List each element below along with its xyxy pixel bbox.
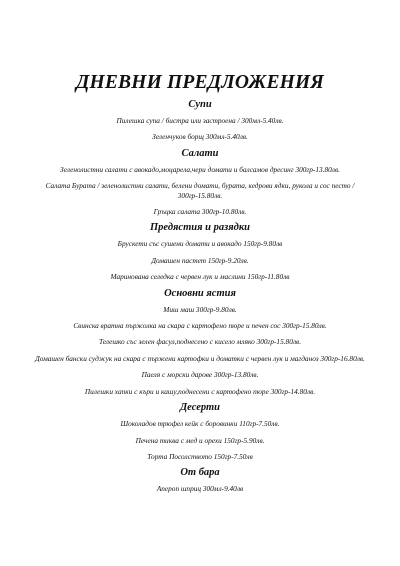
menu-item: Паеля с морски дарове 300гр-13.80лв.	[141, 370, 259, 380]
menu-item: Брускети със сушени домати и авокадо 150гр-9.80лв	[117, 239, 283, 249]
section-bar	[0, 466, 400, 493]
menu-item: Домашен пастет 150гр-9.20лв.	[151, 255, 249, 265]
menu-item: Пилешка супа / бистра или застроена / 300мл-5.40лв.	[116, 116, 284, 125]
menu-item: Зеленолистни салати с авокадо,моцарела,чери домати и балсамов дресинг 300гр-13.80лв.	[60, 164, 340, 174]
section-desserts	[0, 401, 400, 461]
menu-item: Шоколадов трюфел кейк с боровинки 110гр-7.50лв.	[120, 419, 280, 429]
daily-menu	[0, 72, 400, 499]
page-title: ДНЕВНИ ПРЕДЛОЖЕНИЯ	[75, 72, 325, 93]
menu-item: Домашен бански суджук на скара с пържени картофки и доматки с червен лук и магданоз 300гр-16.80лв.	[35, 353, 365, 363]
section-heading: Основни ястия	[164, 287, 236, 299]
menu-item: Апероп шприц 300мл-9.40лв	[156, 484, 244, 494]
section-starters	[0, 221, 400, 281]
section-heading: От бара	[180, 467, 220, 479]
section-heading: Предястия и разядки	[150, 222, 250, 234]
section-heading: Десерти	[180, 402, 220, 414]
section-heading: Супи	[188, 99, 212, 110]
menu-item: Маринована селедка с червен лук и маслини 150гр-11.80лв	[110, 272, 290, 282]
menu-item: Салата Бурата / зеленолистни салати, белени домати, бурата, кедрови ядки, рукола и сос песто / 300гр-15.80лв.	[45, 181, 355, 200]
menu-item: Свинска вратна пържолка на скара с картофено пюре и печен сос 300гр-15.80лв.	[73, 321, 327, 331]
menu-item: Печена тиква с мед и орехи 150гр-5.90лв.	[135, 435, 265, 445]
section-salads	[0, 147, 400, 217]
menu-item: Телешко със зелен фасул,поднесено с кисело мляко 300гр-15.80лв.	[98, 337, 302, 347]
menu-item: Зеленчуков борщ 300мл-5.40лв.	[152, 132, 248, 142]
section-heading: Салати	[181, 147, 219, 159]
menu-item: Гръцка салата 300гр-10.80лв.	[153, 207, 247, 217]
section-soups	[0, 98, 400, 142]
section-main-courses	[0, 287, 400, 396]
menu-item: Торта Посолството 150гр-7.50лв	[147, 451, 253, 461]
menu-item: Миш маш 300гр-9.80лв.	[163, 304, 237, 314]
menu-item: Пилешки хапки с къри и кашу,поднесени с картофено пюре 300гр-14.80лв.	[84, 386, 316, 396]
